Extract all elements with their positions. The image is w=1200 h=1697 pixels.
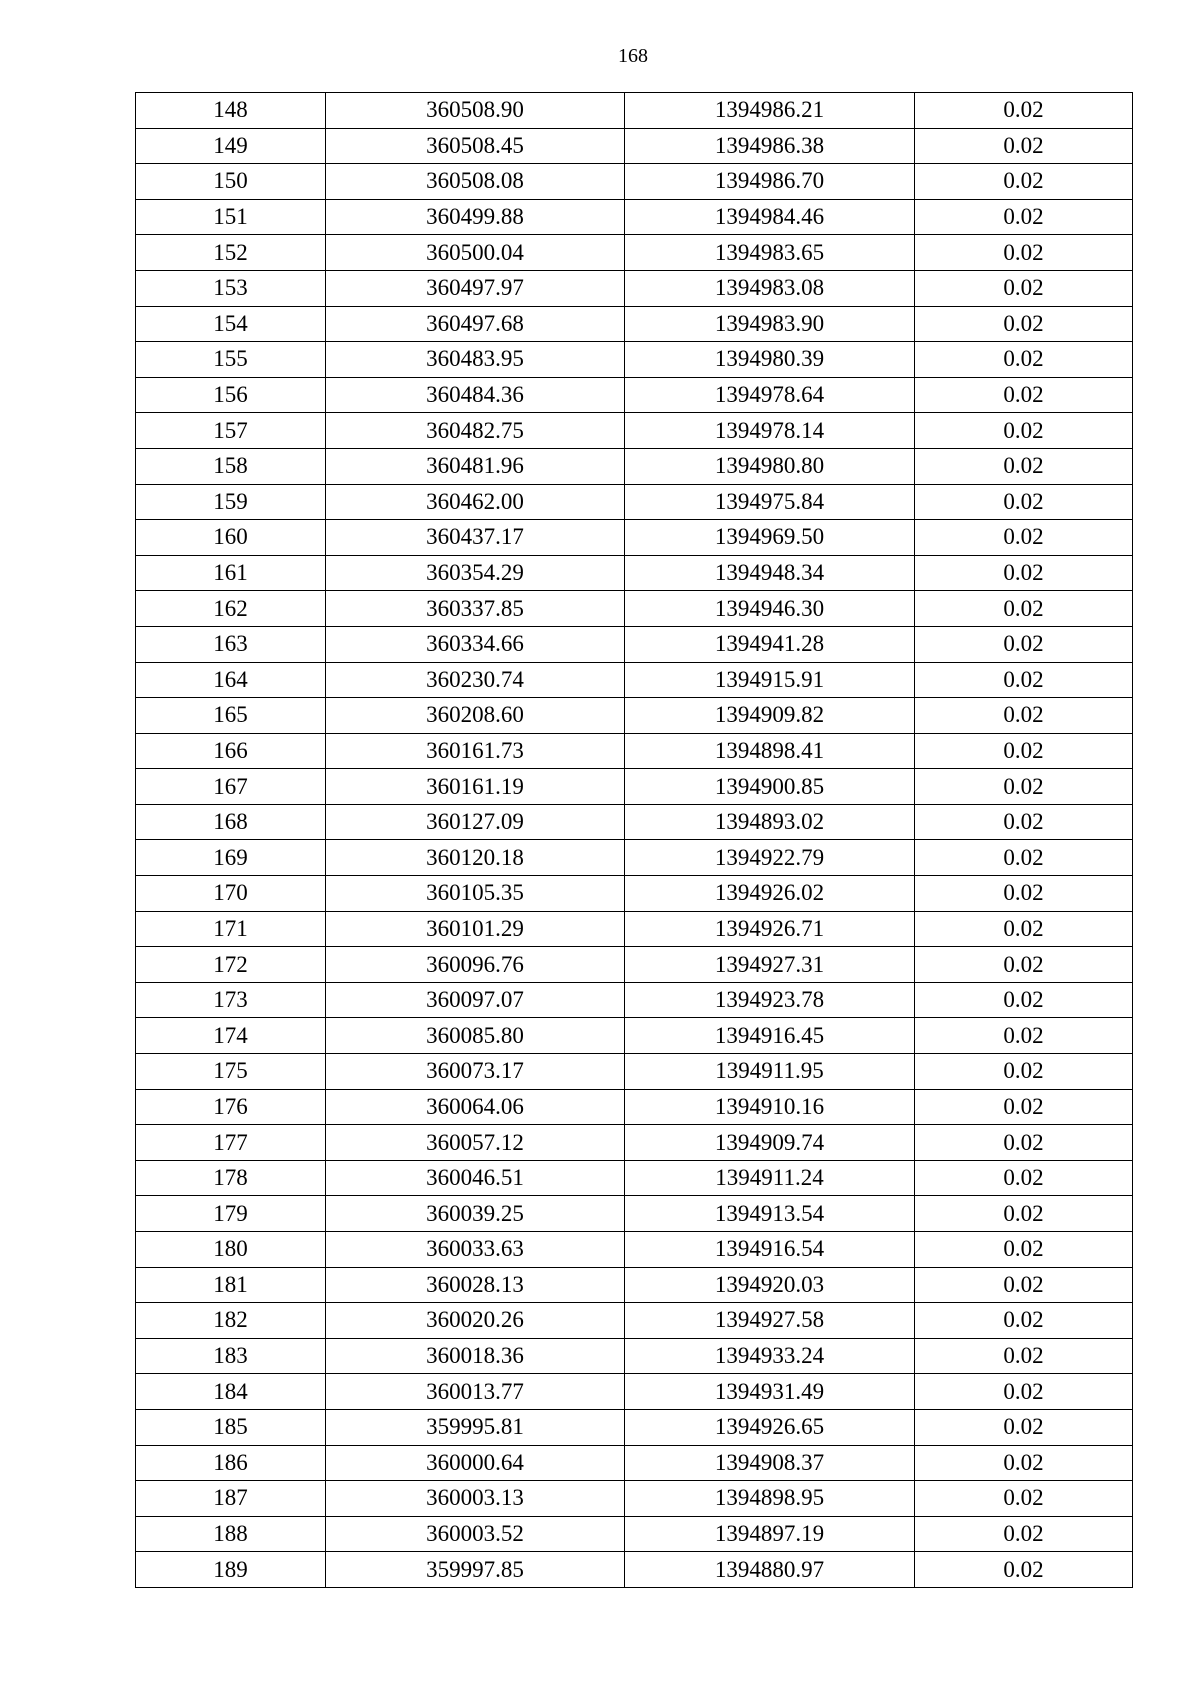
y-coordinate-cell: 1394909.82 xyxy=(625,698,915,734)
error-value-cell: 0.02 xyxy=(915,484,1133,520)
x-coordinate-cell: 360462.00 xyxy=(326,484,625,520)
table-row xyxy=(136,1125,1133,1161)
y-coordinate-cell: 1394986.21 xyxy=(625,93,915,129)
error-value-cell: 0.02 xyxy=(915,911,1133,947)
error-value-cell: 0.02 xyxy=(915,1267,1133,1303)
table-row xyxy=(136,626,1133,662)
point-number-cell: 187 xyxy=(136,1481,326,1517)
error-value-cell: 0.02 xyxy=(915,306,1133,342)
table-row xyxy=(136,1303,1133,1339)
point-number-cell: 159 xyxy=(136,484,326,520)
y-coordinate-cell: 1394933.24 xyxy=(625,1338,915,1374)
x-coordinate-cell: 360337.85 xyxy=(326,591,625,627)
error-value-cell: 0.02 xyxy=(915,1374,1133,1410)
x-coordinate-cell: 360127.09 xyxy=(326,804,625,840)
point-number-cell: 153 xyxy=(136,270,326,306)
error-value-cell: 0.02 xyxy=(915,199,1133,235)
error-value-cell: 0.02 xyxy=(915,982,1133,1018)
y-coordinate-cell: 1394927.58 xyxy=(625,1303,915,1339)
table-row xyxy=(136,413,1133,449)
point-number-cell: 182 xyxy=(136,1303,326,1339)
table-row xyxy=(136,199,1133,235)
point-number-cell: 168 xyxy=(136,804,326,840)
table-row xyxy=(136,1374,1133,1410)
table-row xyxy=(136,306,1133,342)
error-value-cell: 0.02 xyxy=(915,1196,1133,1232)
y-coordinate-cell: 1394916.45 xyxy=(625,1018,915,1054)
point-number-cell: 185 xyxy=(136,1409,326,1445)
table-row xyxy=(136,1516,1133,1552)
y-coordinate-cell: 1394915.91 xyxy=(625,662,915,698)
y-coordinate-cell: 1394900.85 xyxy=(625,769,915,805)
table-row xyxy=(136,698,1133,734)
x-coordinate-cell: 360508.45 xyxy=(326,128,625,164)
y-coordinate-cell: 1394911.24 xyxy=(625,1160,915,1196)
table-row xyxy=(136,662,1133,698)
y-coordinate-cell: 1394980.80 xyxy=(625,448,915,484)
point-number-cell: 151 xyxy=(136,199,326,235)
point-number-cell: 184 xyxy=(136,1374,326,1410)
x-coordinate-cell: 360018.36 xyxy=(326,1338,625,1374)
error-value-cell: 0.02 xyxy=(915,662,1133,698)
table-row xyxy=(136,128,1133,164)
point-number-cell: 167 xyxy=(136,769,326,805)
y-coordinate-cell: 1394898.95 xyxy=(625,1481,915,1517)
x-coordinate-cell: 360508.90 xyxy=(326,93,625,129)
table-row xyxy=(136,804,1133,840)
table-row xyxy=(136,733,1133,769)
point-number-cell: 173 xyxy=(136,982,326,1018)
table-row xyxy=(136,840,1133,876)
table-row xyxy=(136,235,1133,271)
table-row xyxy=(136,93,1133,129)
error-value-cell: 0.02 xyxy=(915,1338,1133,1374)
table-row xyxy=(136,947,1133,983)
point-number-cell: 163 xyxy=(136,626,326,662)
error-value-cell: 0.02 xyxy=(915,1018,1133,1054)
error-value-cell: 0.02 xyxy=(915,1481,1133,1517)
error-value-cell: 0.02 xyxy=(915,1445,1133,1481)
table-row xyxy=(136,520,1133,556)
point-number-cell: 183 xyxy=(136,1338,326,1374)
x-coordinate-cell: 360000.64 xyxy=(326,1445,625,1481)
y-coordinate-cell: 1394980.39 xyxy=(625,342,915,378)
point-number-cell: 181 xyxy=(136,1267,326,1303)
table-row xyxy=(136,1232,1133,1268)
point-number-cell: 157 xyxy=(136,413,326,449)
y-coordinate-cell: 1394916.54 xyxy=(625,1232,915,1268)
table-row xyxy=(136,1160,1133,1196)
point-number-cell: 174 xyxy=(136,1018,326,1054)
point-number-cell: 186 xyxy=(136,1445,326,1481)
point-number-cell: 166 xyxy=(136,733,326,769)
y-coordinate-cell: 1394969.50 xyxy=(625,520,915,556)
y-coordinate-cell: 1394948.34 xyxy=(625,555,915,591)
x-coordinate-cell: 360497.97 xyxy=(326,270,625,306)
x-coordinate-cell: 359995.81 xyxy=(326,1409,625,1445)
y-coordinate-cell: 1394931.49 xyxy=(625,1374,915,1410)
y-coordinate-cell: 1394908.37 xyxy=(625,1445,915,1481)
error-value-cell: 0.02 xyxy=(915,1552,1133,1588)
point-number-cell: 175 xyxy=(136,1054,326,1090)
point-number-cell: 172 xyxy=(136,947,326,983)
y-coordinate-cell: 1394920.03 xyxy=(625,1267,915,1303)
error-value-cell: 0.02 xyxy=(915,1232,1133,1268)
x-coordinate-cell: 360161.73 xyxy=(326,733,625,769)
point-number-cell: 180 xyxy=(136,1232,326,1268)
point-number-cell: 165 xyxy=(136,698,326,734)
error-value-cell: 0.02 xyxy=(915,342,1133,378)
x-coordinate-cell: 360101.29 xyxy=(326,911,625,947)
x-coordinate-cell: 360003.13 xyxy=(326,1481,625,1517)
error-value-cell: 0.02 xyxy=(915,1303,1133,1339)
x-coordinate-cell: 360499.88 xyxy=(326,199,625,235)
x-coordinate-cell: 360013.77 xyxy=(326,1374,625,1410)
point-number-cell: 149 xyxy=(136,128,326,164)
y-coordinate-cell: 1394893.02 xyxy=(625,804,915,840)
point-number-cell: 170 xyxy=(136,876,326,912)
table-row xyxy=(136,484,1133,520)
x-coordinate-cell: 360097.07 xyxy=(326,982,625,1018)
table-row xyxy=(136,377,1133,413)
table-row xyxy=(136,1445,1133,1481)
point-number-cell: 178 xyxy=(136,1160,326,1196)
point-number-cell: 161 xyxy=(136,555,326,591)
x-coordinate-cell: 360020.26 xyxy=(326,1303,625,1339)
y-coordinate-cell: 1394983.90 xyxy=(625,306,915,342)
y-coordinate-cell: 1394880.97 xyxy=(625,1552,915,1588)
table-row xyxy=(136,911,1133,947)
y-coordinate-cell: 1394984.46 xyxy=(625,199,915,235)
x-coordinate-cell: 359997.85 xyxy=(326,1552,625,1588)
y-coordinate-cell: 1394897.19 xyxy=(625,1516,915,1552)
x-coordinate-cell: 360096.76 xyxy=(326,947,625,983)
x-coordinate-cell: 360483.95 xyxy=(326,342,625,378)
y-coordinate-cell: 1394941.28 xyxy=(625,626,915,662)
y-coordinate-cell: 1394926.71 xyxy=(625,911,915,947)
y-coordinate-cell: 1394926.65 xyxy=(625,1409,915,1445)
y-coordinate-cell: 1394909.74 xyxy=(625,1125,915,1161)
table-row xyxy=(136,555,1133,591)
error-value-cell: 0.02 xyxy=(915,555,1133,591)
table-row xyxy=(136,1267,1133,1303)
table-row xyxy=(136,1409,1133,1445)
table-row xyxy=(136,270,1133,306)
point-number-cell: 177 xyxy=(136,1125,326,1161)
table-row xyxy=(136,1552,1133,1588)
y-coordinate-cell: 1394978.64 xyxy=(625,377,915,413)
point-number-cell: 155 xyxy=(136,342,326,378)
y-coordinate-cell: 1394986.70 xyxy=(625,164,915,200)
error-value-cell: 0.02 xyxy=(915,769,1133,805)
error-value-cell: 0.02 xyxy=(915,93,1133,129)
error-value-cell: 0.02 xyxy=(915,876,1133,912)
table-row xyxy=(136,982,1133,1018)
y-coordinate-cell: 1394910.16 xyxy=(625,1089,915,1125)
x-coordinate-cell: 360039.25 xyxy=(326,1196,625,1232)
table-row xyxy=(136,591,1133,627)
error-value-cell: 0.02 xyxy=(915,164,1133,200)
y-coordinate-cell: 1394978.14 xyxy=(625,413,915,449)
table-row xyxy=(136,448,1133,484)
point-number-cell: 188 xyxy=(136,1516,326,1552)
error-value-cell: 0.02 xyxy=(915,591,1133,627)
x-coordinate-cell: 360003.52 xyxy=(326,1516,625,1552)
y-coordinate-cell: 1394946.30 xyxy=(625,591,915,627)
x-coordinate-cell: 360120.18 xyxy=(326,840,625,876)
error-value-cell: 0.02 xyxy=(915,626,1133,662)
y-coordinate-cell: 1394926.02 xyxy=(625,876,915,912)
error-value-cell: 0.02 xyxy=(915,1054,1133,1090)
point-number-cell: 158 xyxy=(136,448,326,484)
error-value-cell: 0.02 xyxy=(915,235,1133,271)
y-coordinate-cell: 1394983.08 xyxy=(625,270,915,306)
point-number-cell: 164 xyxy=(136,662,326,698)
point-number-cell: 189 xyxy=(136,1552,326,1588)
x-coordinate-cell: 360508.08 xyxy=(326,164,625,200)
x-coordinate-cell: 360064.06 xyxy=(326,1089,625,1125)
error-value-cell: 0.02 xyxy=(915,1160,1133,1196)
x-coordinate-cell: 360497.68 xyxy=(326,306,625,342)
table-row xyxy=(136,876,1133,912)
error-value-cell: 0.02 xyxy=(915,128,1133,164)
error-value-cell: 0.02 xyxy=(915,448,1133,484)
x-coordinate-cell: 360085.80 xyxy=(326,1018,625,1054)
x-coordinate-cell: 360028.13 xyxy=(326,1267,625,1303)
table-row xyxy=(136,1338,1133,1374)
coordinates-table xyxy=(135,92,1133,1588)
error-value-cell: 0.02 xyxy=(915,520,1133,556)
x-coordinate-cell: 360033.63 xyxy=(326,1232,625,1268)
y-coordinate-cell: 1394975.84 xyxy=(625,484,915,520)
y-coordinate-cell: 1394986.38 xyxy=(625,128,915,164)
x-coordinate-cell: 360230.74 xyxy=(326,662,625,698)
y-coordinate-cell: 1394922.79 xyxy=(625,840,915,876)
table-row xyxy=(136,164,1133,200)
error-value-cell: 0.02 xyxy=(915,698,1133,734)
x-coordinate-cell: 360500.04 xyxy=(326,235,625,271)
x-coordinate-cell: 360354.29 xyxy=(326,555,625,591)
point-number-cell: 152 xyxy=(136,235,326,271)
error-value-cell: 0.02 xyxy=(915,733,1133,769)
x-coordinate-cell: 360482.75 xyxy=(326,413,625,449)
error-value-cell: 0.02 xyxy=(915,804,1133,840)
error-value-cell: 0.02 xyxy=(915,1516,1133,1552)
y-coordinate-cell: 1394911.95 xyxy=(625,1054,915,1090)
x-coordinate-cell: 360105.35 xyxy=(326,876,625,912)
error-value-cell: 0.02 xyxy=(915,270,1133,306)
point-number-cell: 162 xyxy=(136,591,326,627)
point-number-cell: 171 xyxy=(136,911,326,947)
error-value-cell: 0.02 xyxy=(915,840,1133,876)
table-row xyxy=(136,1018,1133,1054)
point-number-cell: 150 xyxy=(136,164,326,200)
point-number-cell: 169 xyxy=(136,840,326,876)
table-row xyxy=(136,1089,1133,1125)
y-coordinate-cell: 1394983.65 xyxy=(625,235,915,271)
y-coordinate-cell: 1394927.31 xyxy=(625,947,915,983)
table-row xyxy=(136,769,1133,805)
y-coordinate-cell: 1394923.78 xyxy=(625,982,915,1018)
x-coordinate-cell: 360481.96 xyxy=(326,448,625,484)
error-value-cell: 0.02 xyxy=(915,1409,1133,1445)
point-number-cell: 148 xyxy=(136,93,326,129)
x-coordinate-cell: 360334.66 xyxy=(326,626,625,662)
table-row xyxy=(136,342,1133,378)
point-number-cell: 179 xyxy=(136,1196,326,1232)
x-coordinate-cell: 360046.51 xyxy=(326,1160,625,1196)
y-coordinate-cell: 1394913.54 xyxy=(625,1196,915,1232)
x-coordinate-cell: 360208.60 xyxy=(326,698,625,734)
error-value-cell: 0.02 xyxy=(915,1125,1133,1161)
error-value-cell: 0.02 xyxy=(915,413,1133,449)
y-coordinate-cell: 1394898.41 xyxy=(625,733,915,769)
point-number-cell: 160 xyxy=(136,520,326,556)
table-body xyxy=(136,93,1133,1588)
x-coordinate-cell: 360057.12 xyxy=(326,1125,625,1161)
point-number-cell: 176 xyxy=(136,1089,326,1125)
x-coordinate-cell: 360484.36 xyxy=(326,377,625,413)
error-value-cell: 0.02 xyxy=(915,947,1133,983)
error-value-cell: 0.02 xyxy=(915,377,1133,413)
error-value-cell: 0.02 xyxy=(915,1089,1133,1125)
x-coordinate-cell: 360437.17 xyxy=(326,520,625,556)
page-number: 168 xyxy=(618,45,648,67)
x-coordinate-cell: 360161.19 xyxy=(326,769,625,805)
table-row xyxy=(136,1196,1133,1232)
point-number-cell: 154 xyxy=(136,306,326,342)
table-row xyxy=(136,1054,1133,1090)
table-row xyxy=(136,1481,1133,1517)
x-coordinate-cell: 360073.17 xyxy=(326,1054,625,1090)
point-number-cell: 156 xyxy=(136,377,326,413)
